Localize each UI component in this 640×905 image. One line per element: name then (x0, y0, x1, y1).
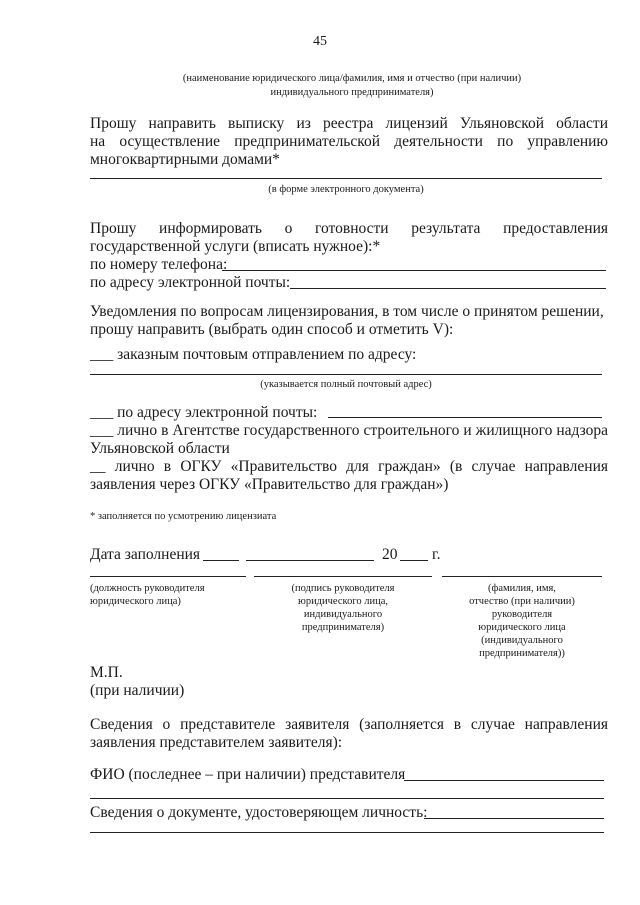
inform-request-line-2: государственной услуги (вписать нужное):* (90, 238, 381, 255)
date-year-suffix: г. (432, 546, 441, 563)
option-ogku-line-1[interactable]: __ лично в ОГКУ «Правительство для граждан» (в случае направления (90, 458, 608, 475)
option-email[interactable]: ___ по адресу электронной почты: (90, 404, 318, 421)
extract-request-line-2: на осуществление предпринимательской деятельности по управлению (90, 133, 608, 150)
option-agency-line-1[interactable]: ___ лично в Агентстве государственного строительного и жилищного надзора (90, 422, 608, 439)
header-caption-line-1: (наименование юридического лица/фамилия, имя и отчество (при наличии) (182, 73, 522, 84)
position-line[interactable] (90, 576, 246, 577)
representative-doc-label: Сведения о документе, удостоверяющем личность: (90, 804, 428, 821)
notifications-line-1: Уведомления по вопросам лицензирования, в том числе о принятом решении, (90, 303, 604, 320)
representative-fio-line[interactable] (404, 780, 604, 781)
extract-request-line-3: многоквартирными домами* (90, 151, 280, 168)
date-label: Дата заполнения (90, 546, 201, 563)
option-ogku-line-2: заявления через ОГКУ «Правительство для граждан») (90, 476, 449, 493)
name-line[interactable] (442, 576, 602, 577)
stamp-note: (при наличии) (90, 682, 185, 699)
mail-address-line[interactable] (90, 374, 602, 375)
name-caption-3: руководителя (491, 609, 553, 620)
extract-blank-line[interactable] (90, 178, 602, 179)
header-caption-line-2: индивидуального предпринимателя) (270, 87, 434, 98)
notifications-line-2: прошу направить (выбрать один способ и отметить V): (90, 321, 454, 338)
representative-doc-line-2[interactable] (90, 832, 604, 833)
mail-caption: (указывается полный почтовый адрес) (260, 379, 432, 390)
date-year-prefix: 20 (382, 546, 398, 563)
extract-caption: (в форме электронного документа) (268, 184, 424, 195)
phone-field-line[interactable] (222, 270, 606, 271)
representative-fio-label: ФИО (последнее – при наличии) представителя (90, 766, 406, 783)
extract-request-line-1: Прошу направить выписку из реестра лицензий Ульяновской области (90, 115, 608, 132)
name-caption-6: предпринимателя)) (479, 648, 565, 659)
representative-doc-line[interactable] (424, 818, 604, 819)
representative-fio-line-2[interactable] (90, 798, 604, 799)
inform-request-line-1: Прошу информировать о готовности результата предоставления (90, 220, 608, 237)
option-email-line[interactable] (328, 417, 602, 418)
signature-caption-1: (подпись руководителя (291, 583, 395, 594)
email-field-line[interactable] (290, 288, 606, 289)
phone-label: по номеру телефона: (90, 256, 228, 273)
position-caption-2: юридического лица) (90, 596, 181, 607)
representative-line-1: Сведения о представителе заявителя (заполняется в случае направления (90, 716, 608, 733)
signature-caption-2: юридического лица, (297, 596, 389, 607)
name-caption-4: юридического лица (478, 622, 566, 633)
footnote: * заполняется по усмотрению лицензиата (90, 511, 277, 522)
position-caption-1: (должность руководителя (90, 583, 205, 594)
email-label: по адресу электронной почты: (90, 274, 291, 291)
representative-line-2: заявления представителем заявителя): (90, 734, 343, 751)
option-agency-line-2: Ульяновской области (90, 440, 230, 457)
signature-line[interactable] (254, 576, 432, 577)
option-mail[interactable]: ___ заказным почтовым отправлением по адресу: (90, 346, 417, 363)
name-caption-2: отчество (при наличии) (469, 596, 575, 607)
page-number: 45 (313, 34, 327, 49)
name-caption-5: (индивидуального (481, 635, 563, 646)
date-month-line[interactable] (246, 560, 374, 561)
date-year-line[interactable] (400, 560, 428, 561)
signature-caption-3: индивидуального (303, 609, 383, 620)
date-day-line[interactable] (203, 560, 239, 561)
name-caption-1: (фамилия, имя, (488, 583, 556, 594)
stamp-label: М.П. (90, 664, 123, 681)
signature-caption-4: предпринимателя) (301, 622, 385, 633)
